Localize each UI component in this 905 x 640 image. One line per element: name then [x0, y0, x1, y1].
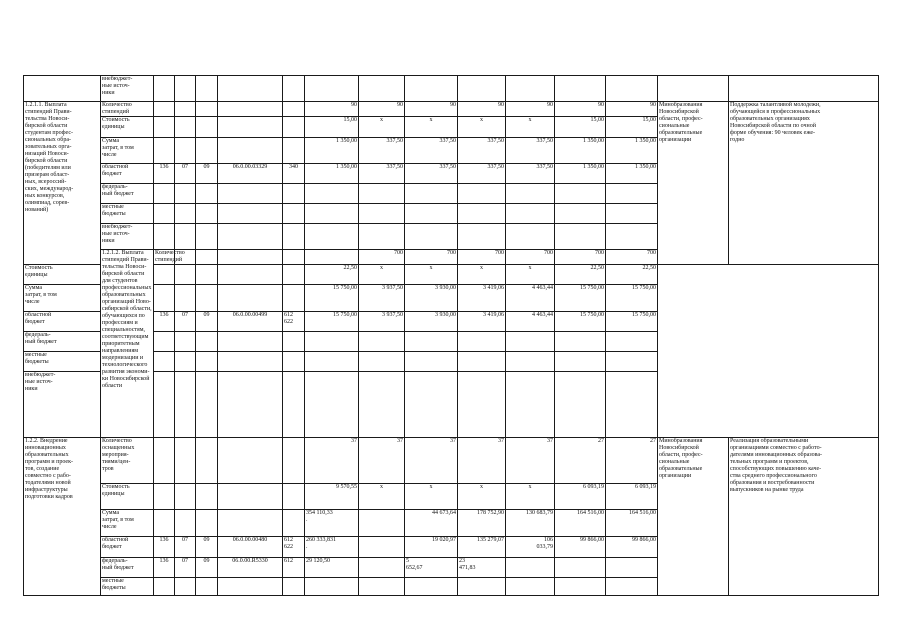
- table-cell: [555, 372, 606, 438]
- table-cell: [458, 204, 506, 224]
- table-cell: x: [359, 117, 405, 138]
- table-cell: [196, 484, 218, 510]
- table-cell: 6 093,19: [606, 484, 658, 510]
- table-cell: 22,50: [305, 265, 359, 285]
- table-cell: x: [405, 265, 458, 285]
- table-cell: [606, 578, 658, 596]
- table-cell: 15 750,00: [606, 312, 658, 332]
- table-cell: 1 350,00: [305, 138, 359, 164]
- table-cell: [305, 578, 359, 596]
- table-cell: 337,50: [506, 164, 555, 184]
- table-cell: [283, 76, 305, 102]
- table-cell: местные бюджеты: [24, 352, 101, 372]
- table-cell: [359, 352, 405, 372]
- table-cell: [218, 250, 283, 265]
- table-cell: [283, 138, 305, 164]
- table-cell: [458, 76, 506, 102]
- table-cell: [606, 352, 658, 372]
- table-cell: [175, 204, 196, 224]
- table-cell: 700: [458, 250, 506, 265]
- table-cell: 06.0.00.03329: [218, 164, 283, 184]
- table-cell: [405, 332, 458, 352]
- table-cell: 99 866,00: [606, 537, 658, 558]
- table-cell: [283, 510, 305, 537]
- table-cell: [606, 372, 658, 438]
- table-cell: [175, 332, 196, 352]
- table-cell: [154, 372, 175, 438]
- table-cell: 29 120,50: [305, 558, 359, 578]
- table-cell: Стоимость единицы: [101, 117, 154, 138]
- table-cell: 37: [305, 438, 359, 484]
- table-cell: [305, 332, 359, 352]
- table-cell: 19 020,97: [405, 537, 458, 558]
- table-cell: 1.2.2. Внедрение инновационных образовательных программ и проек- тов, создание совместно с рабо- тодателями новой инфраструктуры подготовки кадров: [24, 438, 101, 596]
- table-cell: [305, 224, 359, 250]
- table-cell: Количество стипендий: [155, 250, 185, 263]
- table-cell: [458, 332, 506, 352]
- table-cell: 07: [175, 312, 196, 332]
- table-cell: [506, 558, 555, 578]
- table-cell: 136: [154, 164, 175, 184]
- table-cell: [405, 352, 458, 372]
- table-cell: [283, 484, 305, 510]
- table-cell: [359, 510, 405, 537]
- table-cell: 3 419,06: [458, 312, 506, 332]
- table-cell: [555, 184, 606, 204]
- table-cell: 700: [606, 250, 658, 265]
- table-cell: [555, 332, 606, 352]
- table-cell: 90: [359, 102, 405, 117]
- table-cell: [196, 332, 218, 352]
- table-cell: 164 516,00: [606, 510, 658, 537]
- table-cell: 4 463,44: [506, 285, 555, 312]
- table-cell: 90: [305, 102, 359, 117]
- table-cell: [196, 117, 218, 138]
- table-cell: [154, 184, 175, 204]
- table-cell: [283, 117, 305, 138]
- table-cell: [196, 438, 218, 484]
- table-cell: [218, 102, 283, 117]
- table-cell: 1 350,00: [606, 164, 658, 184]
- table-cell: 337,50: [458, 138, 506, 164]
- table-cell: 1 350,00: [305, 164, 359, 184]
- table-cell: x: [405, 117, 458, 138]
- table-body: [24, 76, 879, 596]
- table-cell: 340: [283, 164, 305, 184]
- table-cell: [196, 285, 218, 312]
- table-cell: федераль- ный бюджет: [101, 558, 154, 578]
- table-cell: [506, 184, 555, 204]
- table-cell: [218, 484, 283, 510]
- table-cell: 3 937,50: [359, 312, 405, 332]
- table-cell: [175, 352, 196, 372]
- table-cell: [154, 438, 175, 484]
- table-cell: 1.2.1.2. Выплата стипендий Прави- тельства Новоси- бирской области для студентов профессиональных образовательных организаций Ново- сибирской области, обучающихся по профессиям и специальностям, соответствующим приоритетным направлениям модернизации и технологического развития экономи- ки Новосибирской области: [101, 250, 154, 438]
- table-cell: 15,00: [606, 117, 658, 138]
- table-cell: [305, 204, 359, 224]
- table-cell: 4 463,44: [506, 312, 555, 332]
- table-cell: [154, 102, 175, 117]
- table-cell: [196, 138, 218, 164]
- table-cell: [196, 76, 218, 102]
- table-cell: 15 750,00: [555, 312, 606, 332]
- table-cell: [175, 285, 196, 312]
- table-cell: [506, 332, 555, 352]
- table-cell: [196, 352, 218, 372]
- table-cell: 354 110,33 .: [305, 510, 359, 537]
- table-cell: 90: [606, 102, 658, 117]
- table-cell: 612: [283, 558, 305, 578]
- table-cell: [506, 76, 555, 102]
- table-cell: [555, 578, 606, 596]
- table-cell: [175, 184, 196, 204]
- table-cell: [506, 578, 555, 596]
- table-cell: 337,50: [458, 164, 506, 184]
- table-cell: 90: [506, 102, 555, 117]
- table-cell: [196, 102, 218, 117]
- table-cell: [218, 224, 283, 250]
- table-cell: [405, 184, 458, 204]
- table-cell: 15,00: [305, 117, 359, 138]
- table-cell: [405, 372, 458, 438]
- table-cell: [283, 352, 305, 372]
- table-cell: 6 093,19: [555, 484, 606, 510]
- table-cell: [218, 76, 283, 102]
- table-cell: [458, 224, 506, 250]
- table-cell: 37: [359, 438, 405, 484]
- table-cell: 27: [606, 438, 658, 484]
- table-cell: 700: [359, 250, 405, 265]
- table-cell: Минобразования Новосибирской области, профес- сиональные образовательные организации: [658, 102, 729, 265]
- table-cell: [359, 537, 405, 558]
- table-cell: [154, 76, 175, 102]
- table-cell: 09: [196, 312, 218, 332]
- table-cell: [506, 224, 555, 250]
- table-cell: 106 033,79: [506, 537, 555, 558]
- table-cell: [196, 578, 218, 596]
- table-cell: x: [506, 484, 555, 510]
- table-cell: 15 750,00: [606, 285, 658, 312]
- table-cell: [606, 184, 658, 204]
- table-cell: [154, 578, 175, 596]
- table-cell: Количество оснащенных мероприя- тиями/цен- тров: [101, 438, 154, 484]
- table-cell: [218, 438, 283, 484]
- table-cell: [218, 117, 283, 138]
- table-cell: [218, 332, 283, 352]
- table-cell: внебюджет- ные источ- ники: [24, 372, 101, 438]
- table-cell: 90: [555, 102, 606, 117]
- table-cell: 164 516,00: [555, 510, 606, 537]
- table-cell: [283, 224, 305, 250]
- table-cell: [154, 265, 175, 285]
- table-cell: 37: [405, 438, 458, 484]
- table-cell: 1.2.1.1. Выплата стипендий Прави- тельства Новоси- бирской области студентам профес- сиональных обра- зовательных орга- низаций Новоси- бирской области (победителям или призерам област- ных, всероссий- ских, международ- ных конкурсов, олимпиад, сорев- нований): [24, 102, 101, 265]
- table-cell: 15,00: [555, 117, 606, 138]
- table-cell: x: [458, 484, 506, 510]
- table-cell: 178 752,90: [458, 510, 506, 537]
- table-cell: областной бюджет: [24, 312, 101, 332]
- table-cell: x: [506, 117, 555, 138]
- table-cell: 37: [458, 438, 506, 484]
- table-cell: [218, 578, 283, 596]
- table-cell: 90: [458, 102, 506, 117]
- table-cell: 3 937,50: [359, 285, 405, 312]
- table-cell: [218, 204, 283, 224]
- table-cell: 06.0.00.00480: [218, 537, 283, 558]
- table-cell: [218, 265, 283, 285]
- table-cell: [218, 510, 283, 537]
- table-cell: 136: [154, 312, 175, 332]
- table-cell: 09: [196, 558, 218, 578]
- table-row: [24, 438, 879, 484]
- table-cell: [359, 76, 405, 102]
- table-cell: [154, 484, 175, 510]
- table-cell: [154, 332, 175, 352]
- table-cell: 15 750,00: [305, 285, 359, 312]
- table-cell: 700: [405, 250, 458, 265]
- table-cell: [405, 204, 458, 224]
- table-cell: [506, 352, 555, 372]
- table-cell: [458, 372, 506, 438]
- table-cell: 99 866,00: [555, 537, 606, 558]
- table-cell: [405, 76, 458, 102]
- table-cell: 337,50: [506, 138, 555, 164]
- table-cell: областной бюджет: [101, 537, 154, 558]
- table-cell: [218, 352, 283, 372]
- table-cell: x: [405, 484, 458, 510]
- table-cell: 23 471,83: [458, 558, 506, 578]
- table-cell: областной бюджет: [101, 164, 154, 184]
- table-cell: [283, 204, 305, 224]
- table-cell: [359, 332, 405, 352]
- table-cell: [218, 285, 283, 312]
- table-cell: 22,50: [606, 265, 658, 285]
- table-cell: [175, 372, 196, 438]
- table-cell: [359, 204, 405, 224]
- table-cell: федераль- ный бюджет: [101, 184, 154, 204]
- table-cell: 337,50: [405, 138, 458, 164]
- table-cell: [555, 352, 606, 372]
- table-cell: 1 350,00: [555, 138, 606, 164]
- table-cell: 06.0.00.00499: [218, 312, 283, 332]
- table-cell: [218, 372, 283, 438]
- table-cell: [359, 578, 405, 596]
- table-cell: [458, 184, 506, 204]
- table-cell: [175, 578, 196, 596]
- table-cell: 1 350,00: [555, 164, 606, 184]
- table-cell: [305, 76, 359, 102]
- table-cell: [154, 285, 175, 312]
- table-cell: [196, 184, 218, 204]
- table-cell: 130 683,79: [506, 510, 555, 537]
- table-cell: 337,50: [359, 164, 405, 184]
- table-cell: [196, 250, 218, 265]
- table-cell: [196, 204, 218, 224]
- table-cell: [606, 204, 658, 224]
- table-cell: [154, 510, 175, 537]
- table-cell: [196, 224, 218, 250]
- table-cell: [606, 332, 658, 352]
- table-cell: 07: [175, 537, 196, 558]
- table-cell: 15 750,00: [555, 285, 606, 312]
- table-cell: x: [458, 117, 506, 138]
- table-cell: Стоимость единицы: [24, 265, 101, 285]
- table-cell: 3 930,00: [405, 285, 458, 312]
- table-cell: Минобразования Новосибирской области, профес- сиональные образовательные организации: [658, 438, 729, 596]
- table-cell: [555, 558, 606, 578]
- table-cell: Сумма затрат, в том числе: [101, 510, 154, 537]
- table-cell: [175, 138, 196, 164]
- table-cell: [305, 250, 359, 265]
- table-cell: 700: [555, 250, 606, 265]
- table-cell: [405, 578, 458, 596]
- table-cell: [506, 372, 555, 438]
- table-cell: [283, 265, 305, 285]
- table-cell: внебюджет- ные источ- ники: [101, 76, 154, 102]
- table-cell: 9 570,55: [305, 484, 359, 510]
- table-cell: 06.0.00.R5330: [218, 558, 283, 578]
- table-cell: 37: [506, 438, 555, 484]
- table-cell: [175, 76, 196, 102]
- table-cell: Поддержка талантливой молодежи, обучающейся в профессиональных образовательных организациях Новосибирской области по очной форме обучения: 90 человек еже- годно: [729, 102, 879, 265]
- table-cell: 337,50: [405, 164, 458, 184]
- table-cell: [283, 184, 305, 204]
- table-cell: [555, 224, 606, 250]
- table-cell: [175, 102, 196, 117]
- table-cell: [218, 138, 283, 164]
- table-cell: 136: [154, 558, 175, 578]
- table-cell: [154, 224, 175, 250]
- table-cell: [555, 204, 606, 224]
- table-cell: [175, 265, 196, 285]
- table-cell: [283, 285, 305, 312]
- table-cell: [359, 224, 405, 250]
- table-cell: [458, 352, 506, 372]
- table-cell: Сумма затрат, в том числе: [24, 285, 101, 312]
- table-cell: местные бюджеты: [101, 204, 154, 224]
- table-cell: 337,50: [359, 138, 405, 164]
- table-cell: [175, 224, 196, 250]
- table-cell: 136: [154, 537, 175, 558]
- table-cell: 15 750,00: [305, 312, 359, 332]
- table-cell: 07: [175, 558, 196, 578]
- table-cell: 90: [405, 102, 458, 117]
- table-cell: [283, 332, 305, 352]
- table-cell: [154, 204, 175, 224]
- table-cell: [154, 352, 175, 372]
- table-cell: [283, 578, 305, 596]
- table-cell: x: [359, 484, 405, 510]
- table-cell: 22,50: [555, 265, 606, 285]
- table-cell: Сумма затрат, в том числе: [101, 138, 154, 164]
- table-cell: x: [359, 265, 405, 285]
- table-cell: федераль- ный бюджет: [24, 332, 101, 352]
- table-cell: [405, 224, 458, 250]
- table-cell: [196, 372, 218, 438]
- table-cell: [606, 76, 658, 102]
- table-cell: [359, 372, 405, 438]
- table-cell: [506, 204, 555, 224]
- table-cell: 27: [555, 438, 606, 484]
- table-cell: [305, 372, 359, 438]
- table-cell: местные бюджеты: [101, 578, 154, 596]
- table-cell: 612 622: [283, 537, 305, 558]
- table-cell: x: [458, 265, 506, 285]
- table-cell: [175, 510, 196, 537]
- table-cell: [283, 438, 305, 484]
- table-cell: [154, 117, 175, 138]
- table-cell: [24, 76, 101, 102]
- table-cell: [458, 578, 506, 596]
- table-cell: 5 652,67: [405, 558, 458, 578]
- table-cell: x: [506, 265, 555, 285]
- table-cell: [154, 138, 175, 164]
- table-cell: [658, 76, 729, 102]
- table-row: [24, 102, 879, 117]
- table-cell: 09: [196, 164, 218, 184]
- table-cell: [283, 250, 305, 265]
- table-cell: 44 673,64: [405, 510, 458, 537]
- table-cell: внебюджет- ные источ- ники: [101, 224, 154, 250]
- table-cell: 260 333,831 .: [305, 537, 359, 558]
- table-cell: 135 279,07: [458, 537, 506, 558]
- table-cell: [175, 484, 196, 510]
- table-cell: 612 622: [283, 312, 305, 332]
- table-cell: [283, 102, 305, 117]
- table-cell: [359, 184, 405, 204]
- table-cell: [305, 352, 359, 372]
- table-cell: Реализация образовательными организациями совместно с работо- дателями инновационных образова- тельных программ и проектов, способствующих повышению каче- ства среднего профессионального образования и востребованности выпускников на рынке труда: [729, 438, 879, 596]
- table-cell: [729, 76, 879, 102]
- budget-table-page: [23, 75, 879, 596]
- table-cell: [606, 558, 658, 578]
- table-cell: Стоимость единицы: [101, 484, 154, 510]
- table-cell: 700: [506, 250, 555, 265]
- table-cell: 1 350,00: [606, 138, 658, 164]
- table-cell: Количество стипендий: [101, 102, 154, 117]
- table-cell: 09: [196, 537, 218, 558]
- table-cell: [218, 184, 283, 204]
- table-cell: [305, 184, 359, 204]
- table-cell: [606, 224, 658, 250]
- table-cell: 3 419,06: [458, 285, 506, 312]
- table-cell: [283, 372, 305, 438]
- table-cell: [359, 558, 405, 578]
- table-cell: [555, 76, 606, 102]
- table-cell: [196, 265, 218, 285]
- table-cell: [196, 510, 218, 537]
- table-row: [24, 76, 879, 102]
- table-cell: [175, 438, 196, 484]
- table-cell: 07: [175, 164, 196, 184]
- table-cell: 3 930,00: [405, 312, 458, 332]
- table-cell: [175, 117, 196, 138]
- budget-table: [23, 75, 879, 596]
